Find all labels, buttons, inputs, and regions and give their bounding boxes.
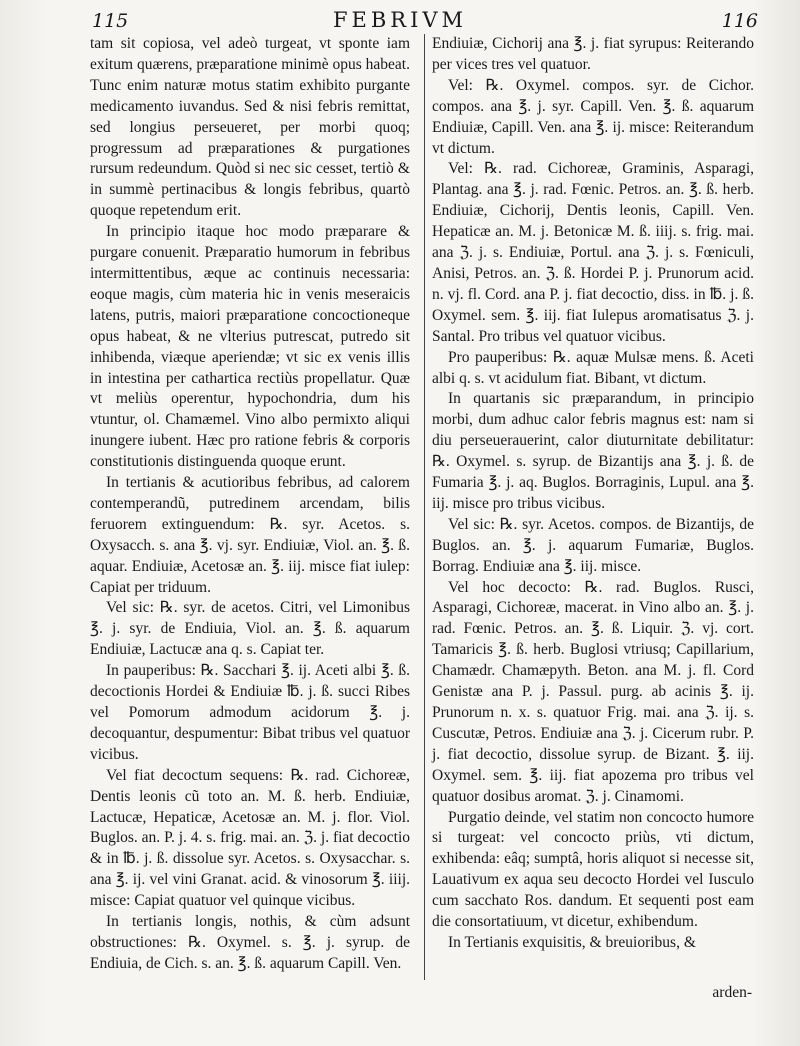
paragraph: Vel: ℞. Oxymel. compos. syr. de Cichor. compos. ana ℥. j. syr. Capill. Ven. ℥. ß. aquarum Endiuiæ, Capill. Ven. ana ℥. ij. misce: Reiterandum vt dictum. <box>432 76 754 157</box>
paragraph: In tertianis longis, nothis, & cùm adsunt obstructiones: ℞. Oxymel. s. ℥. j. syrup. de Endiuia, de Cich. s. an. ℥. ß. aquarum Capill. Ven. <box>90 913 410 972</box>
paragraph: Endiuiæ, Cichorij ana ℥. j. fiat syrupus: Reiterando per vices tres vel quatuor. <box>432 35 754 73</box>
paragraph: Vel: ℞. rad. Cichoreæ, Graminis, Asparagi, Plantag. ana ℥. j. rad. Fœnic. Petros. an. ℥. ß. herb. Endiuiæ, Cichorij, Dentis leonis, Capill. Ven. Hepaticæ an. M. j. Betonicæ M. ß. iiij. s. frig. mai. ana ℨ. j. s. Endiuiæ, Portul. ana ℨ. j. s. Fœniculi, Anisi, Petros. an. ℨ. ß. Hordei P. j. Prunorum acid. n. vj. fl. Cord. ana P. j. fiat decoctio, diss. in ℔. j. ß. Oxymel. sem. ℥. iij. fiat Iulepus aromatisatus ℨ. j. Santal. Pro tribus vel quatuor vicibus. <box>432 160 754 345</box>
column-rule <box>424 34 425 980</box>
paragraph: tam sit copiosa, vel adeò turgeat, vt sponte iam exitum quærens, præparatione minimè opus habeat. Tunc enim naturæ motus statim exhibito purgante medicamento iuvandus. Sed & nisi febris remittat, sed longius perseueret, per morbi quoq; progressum ad præparationes & purgationes rursum redeundum. Quòd si nec sic cesset, tertiò & in summè pertinacibus & longis febribus, quartò quoque repetendum erit. <box>90 35 410 220</box>
right-column <box>432 34 754 954</box>
paragraph: Vel sic: ℞. syr. Acetos. compos. de Bizantijs, de Buglos. an. ℥. j. aquarum Fumariæ, Buglos. Borrag. Endiuiæ ana ℥. iij. misce. <box>432 515 754 575</box>
running-header <box>0 6 800 36</box>
paragraph: Vel hoc decocto: ℞. rad. Buglos. Rusci, Asparagi, Cichoreæ, macerat. in Vino albo an. ℥. j. rad. Fœnic. Petros. an. ℥. ß. Liquir. ℨ. vj. cort. Tamaricis ℥. ß. herb. Buglosi vtriusq; Capillarium, Chamædr. Chamæpyth. Beton. ana M. j. fl. Cord Genistæ ana P. j. Passul. purg. ab acinis ℥. ij. Prunorum n. x. s. quatuor Frig. mai. ana ℨ. ij. s. Cuscutæ, Petros. Endiuiæ ana ℨ. j. Cicerum rubr. P. j. fiat decoctio, dissolue syrup. de Bizant. ℥. iij. Oxymel. sem. ℥. iij. fiat apozema pro tribus vel quatuor dosibus aromat. ℨ. j. Cinamomi. <box>432 578 754 805</box>
paragraph: Pro pauperibus: ℞. aquæ Mulsæ mens. ß. Aceti albi q. s. vt acidulum fiat. Bibant, vt dictum. <box>432 348 754 387</box>
paragraph: Vel sic: ℞. syr. de acetos. Citri, vel Limonibus ℥. j. syr. de Endiuia, Viol. an. ℥. ß. aquarum Endiuiæ, Lactucæ ana q. s. Capiat ter. <box>90 599 410 659</box>
paragraph: Vel fiat decoctum sequens: ℞. rad. Cichoreæ, Dentis leonis cũ toto an. M. ß. herb. Endiuiæ, Lactucæ, Hepaticæ, Acetosæ an. M. j. flor. Viol. Buglos. an. P. j. 4. s. frig. mai. an. ℨ. j. fiat decoctio & in ℔. j. ß. dissolue syr. Acetos. s. Oxysacchar. s. ana ℥. ij. vel vini Granat. acid. & vinosorum ℥. iiij. misce: Capiat quatuor vel quinque vicibus. <box>90 766 410 910</box>
paragraph: In quartanis sic præparandum, in principio morbi, dum adhuc calor febris magnus est: nam si diu perseuerauerint, calor diuturnitate debilitatur: ℞. Oxymel. s. syrup. de Bizantijs ana ℥. j. ß. de Fumaria ℥. j. aq. Buglos. Borraginis, Lupul. ana ℥. iij. misce pro tribus vicibus. <box>432 390 754 512</box>
paragraph: In Tertianis exquisitis, & breuioribus, & <box>448 933 696 951</box>
running-title: FEBRIVM <box>332 8 468 32</box>
page-number-left: 115 <box>92 10 129 32</box>
paragraph: In pauperibus: ℞. Sacchari ℥. ij. Aceti albi ℥. ß. decoctionis Hordei & Endiuiæ ℔. j. ß. succi Ribes vel Pomorum admodum acidorum ℥. j. decoquantur, despumentur: Bibat tribus vel quatuor vicibus. <box>90 662 410 763</box>
catchword: arden- <box>712 984 752 1001</box>
page-number-right: 116 <box>721 10 758 32</box>
paragraph: In principio itaque hoc modo præparare & purgare conuenit. Præparatio humorum in febribus intermittentibus, æque ac continuis necessaria: eoque magis, cùm materia hic in venis meseraicis latens, putris, maiori præparatione concoctioneque opus habeat, & ne vlterius putrescat, putredo sit inhibenda, viæque aperiendæ; vt sic ex venis illis in intestina per cathartica rectiùs propellatur. Quæ vt meliùs operentur, hypochondria, dum his vtuntur, ol. Chamæmel. Vino albo permixto aliqui inungere iubent. Hæc pro ratione febris & corporis constitutionis distinguenda quoque erunt. <box>90 223 410 471</box>
paragraph: Purgatio deinde, vel statim non concocto humore si turgeat: vel concocto priùs, vti dictum, exhibenda: eâq; sumptâ, horis aliquot si necesse sit, Lauativum ex aqua seu decocto Hordei vel Iusculo cum sacchato Ros. dandum. Et sequenti post eam die consortatiuum, vt dicetur, exhibendum. <box>432 808 754 931</box>
left-column <box>90 34 410 975</box>
paragraph: In tertianis & acutioribus febribus, ad calorem contemperandũ, putredinem arcendam, bilis feruorem extinguendum: ℞. syr. Acetos. s. Oxysacch. s. ana ℥. vj. syr. Endiuiæ, Viol. an. ℥. ß. aquar. Endiuiæ, Acetosæ an. ℥. iij. misce fiat iulep: Capiat per triduum. <box>90 474 410 596</box>
